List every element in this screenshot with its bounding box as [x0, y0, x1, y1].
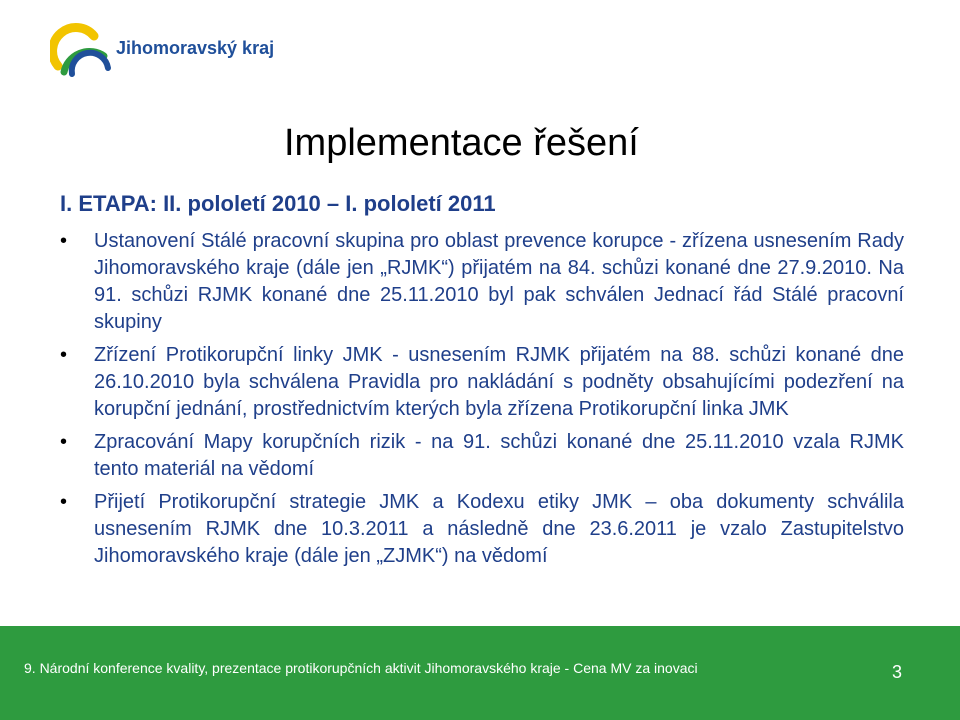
footer-bar	[0, 626, 960, 720]
list-item-text: Přijetí Protikorupční strategie JMK a Kodexu etiky JMK – oba dokumenty schválila usnesením RJMK dne 10.3.2011 a následně dne 23.6.2011 je vzalo Zastupitelstvo Jihomoravského kraje (dále jen „ZJMK“) na vědomí	[94, 491, 904, 567]
bullet-icon: •	[60, 230, 68, 252]
list-item	[56, 228, 904, 336]
bullet-icon: •	[60, 431, 68, 453]
list-item	[56, 342, 904, 423]
list-item-text: Ustanovení Stálé pracovní skupina pro oblast prevence korupce - zřízena usnesením Rady Jihomoravského kraje (dále jen „RJMK“) přijatém na 84. schůzi konané dne 27.9.2010. Na 91. schůzi RJMK konané dne 25.11.2010 byl pak schválen Jednací řád Stálé pracovní skupiny	[94, 230, 904, 333]
stage-heading: I. ETAPA: II. pololetí 2010 – I. pololetí 2011	[60, 191, 496, 216]
page-title: Implementace řešení	[284, 122, 639, 164]
page-number: 3	[892, 662, 903, 682]
bullet-list	[56, 228, 904, 576]
list-item	[56, 429, 904, 483]
list-item-text: Zřízení Protikorupční linky JMK - usnesením RJMK přijatém na 88. schůzi konané dne 26.10.2010 byla schválena Pravidla pro nakládání s podněty obsahujícími podezření na korupční jednání, prostřednictvím kterých byla zřízena Protikorupční linka JMK	[94, 344, 904, 420]
list-item-text: Zpracování Mapy korupčních rizik - na 91. schůzi konané dne 25.11.2010 vzala RJMK tento materiál na vědomí	[94, 431, 904, 480]
logo-mark-icon	[50, 22, 114, 78]
logo-text: Jihomoravský kraj	[116, 38, 275, 58]
bullet-icon: •	[60, 344, 68, 366]
bullet-icon: •	[60, 491, 68, 513]
footer-text: 9. Národní konference kvality, prezentace protikorupčních aktivit Jihomoravského kraje - Cena MV za inovaci	[24, 660, 698, 676]
list-item	[56, 489, 904, 570]
logo	[50, 22, 290, 78]
